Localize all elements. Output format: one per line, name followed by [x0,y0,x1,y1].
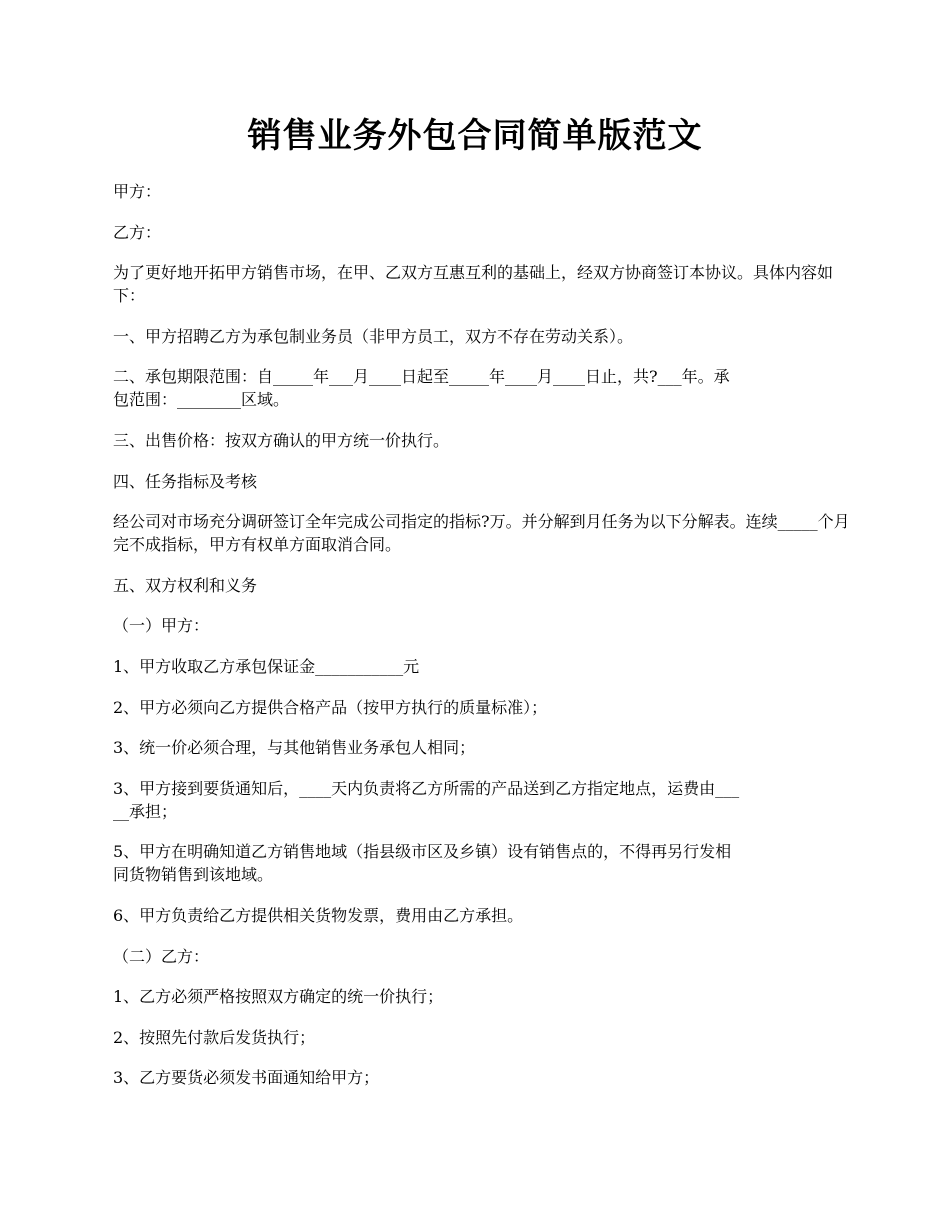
party-b-item: 1、乙方必须严格按照双方确定的统一价执行； [113,987,444,1007]
party-a-obligations-heading: （一）甲方： [113,616,210,636]
clause-5-heading: 五、双方权利和义务 [113,575,258,595]
party-b-item: 3、乙方要货必须发书面通知给甲方； [113,1068,380,1088]
document-title: 销售业务外包合同简单版范文 [247,116,703,156]
party-b-obligations-heading: （二）乙方： [113,946,210,966]
party-a-item: 3、统一价必须合理，与其他销售业务承包人相同； [113,738,476,758]
clause-4-heading: 四、任务指标及考核 [113,471,258,491]
document-body [113,180,858,1089]
preamble-paragraph: 为了更好地开拓甲方销售市场，在甲、乙双方互惠互利的基础上，经双方协商签订本协议。具体内容如下： [113,263,834,306]
party-a-item: 3、甲方接到要货通知后，____天内负责将乙方所需的产品送到乙方指定地点，运费由___ __承担； [113,778,740,821]
party-b-line: 乙方： [113,222,162,242]
clause-2-paragraph: 二、承包期限范围：自_____年___月____日起至_____年____月____日止，共?___年。承 包范围：________区域。 [113,367,730,410]
clause-3-paragraph: 三、出售价格：按双方确认的甲方统一价执行。 [113,430,450,450]
party-a-item: 6、甲方负责给乙方提供相关货物发票，费用由乙方承担。 [113,905,524,925]
clause-1-paragraph: 一、甲方招聘乙方为承包制业务员（非甲方员工，双方不存在劳动关系）。 [113,326,634,346]
party-a-item: 5、甲方在明确知道乙方销售地域（指县级市区及乡镇）设有销售点的，不得再另行发相 同货物销售到该地域。 [113,842,732,885]
party-a-item: 2、甲方必须向乙方提供合格产品（按甲方执行的质量标准）； [113,697,548,717]
party-b-item: 2、按照先付款后发货执行； [113,1027,316,1047]
party-a-item: 1、甲方收取乙方承包保证金___________元 [113,656,420,676]
clause-4-paragraph: 经公司对市场充分调研签订全年完成公司指定的指标?万。并分解到月任务为以下分解表。连续_____个月完不成指标，甲方有权单方面取消合同。 [113,512,850,555]
party-a-line: 甲方： [113,182,162,201]
